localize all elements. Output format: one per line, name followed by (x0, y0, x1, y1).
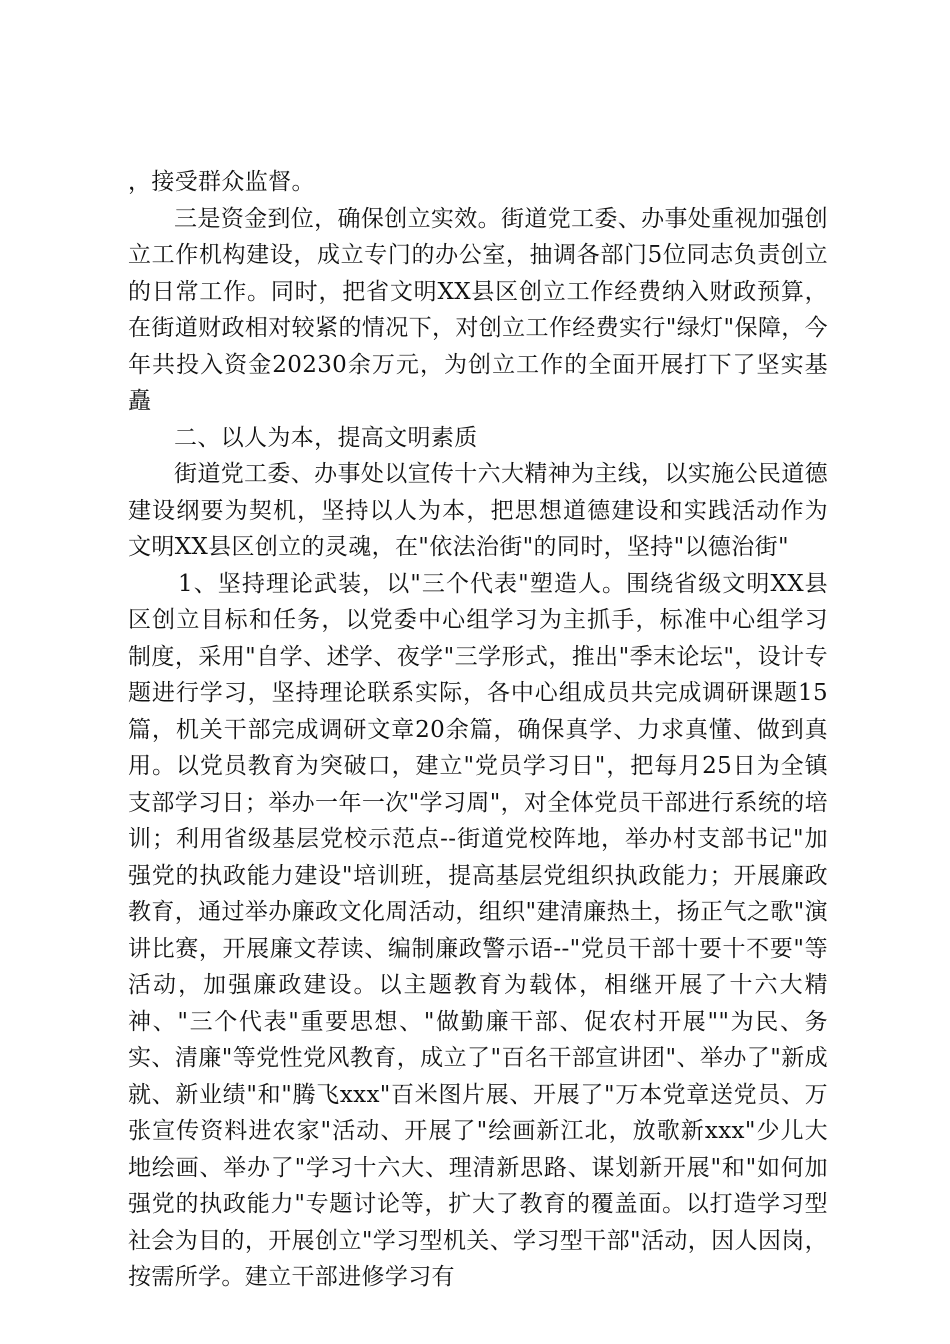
paragraph-continuation: ，接受群众监督。 (128, 169, 315, 195)
paragraph-intro: 街道党工委、办事处以宣传十六大精神为主线，以实施公民道德建设纲要为契机，坚持以人为本，把思想道德建设和实践活动作为文明XX县区创立的灵魂，在"依法治街"的同时，坚持"以德治街" (128, 461, 828, 560)
paragraph-funding: 三是资金到位，确保创立实效。街道党工委、办事处重视加强创立工作机构建设，成立专门的办公室，抽调各部门5位同志负责创立的日常工作。同时，把省文明XX县区创立工作经费纳入财政预算，在街道财政相对较紧的情况下，对创立工作经费实行"绿灯"保障，今年共投入资金20230余万元，为创立工作的全面开展打下了坚实基矗 (128, 205, 828, 414)
paragraph-theory: 1、坚持理论武装，以"三个代表"塑造人。围绕省级文明XX县区创立目标和任务，以党委中心组学习为主抓手，标准中心组学习制度，采用"自学、述学、夜学"三学形式，推出"季末论坛"，设计专题进行学习，坚持理论联系实际，各中心组成员共完成调研课题15篇，机关干部完成调研文章20余篇，确保真学、力求真懂、做到真用。以党员教育为突破口，建立"党员学习日"，把每月25日为全镇支部学习日；举办一年一次"学习周"，对全体党员干部进行系统的培训；利用省级基层党校示范点--街道党校阵地，举办村支部书记"加强党的执政能力建设"培训班，提高基层党组织执政能力；开展廉政教育，通过举办廉政文化周活动，组织"建清廉热土，扬正气之歌"演讲比赛，开展廉文荐读、编制廉政警示语--"党员干部十要十不要"等活动，加强廉政建设。以主题教育为载体，相继开展了十六大精神、"三个代表"重要思想、"做勤廉干部、促农村开展""为民、务实、清廉"等党性党风教育，成立了"百名干部宣讲团"、举办了"新成就、新业绩"和"腾飞xxx"百米图片展、开展了"万本党章送党员、万张宣传资料进农家"活动、开展了"绘画新江北，放歌新xxx"少儿大地绘画、举办了"学习十六大、理清新思路、谋划新开展"和"如何加强党的执政能力"专题讨论等，扩大了教育的覆盖面。以打造学习型社会为目的，开展创立"学习型机关、学习型干部"活动，因人因岗，按需所学。建立干部进修学习有 (128, 570, 828, 1290)
document-body (128, 164, 828, 1296)
section-heading: 二、以人为本，提高文明素质 (174, 424, 478, 451)
